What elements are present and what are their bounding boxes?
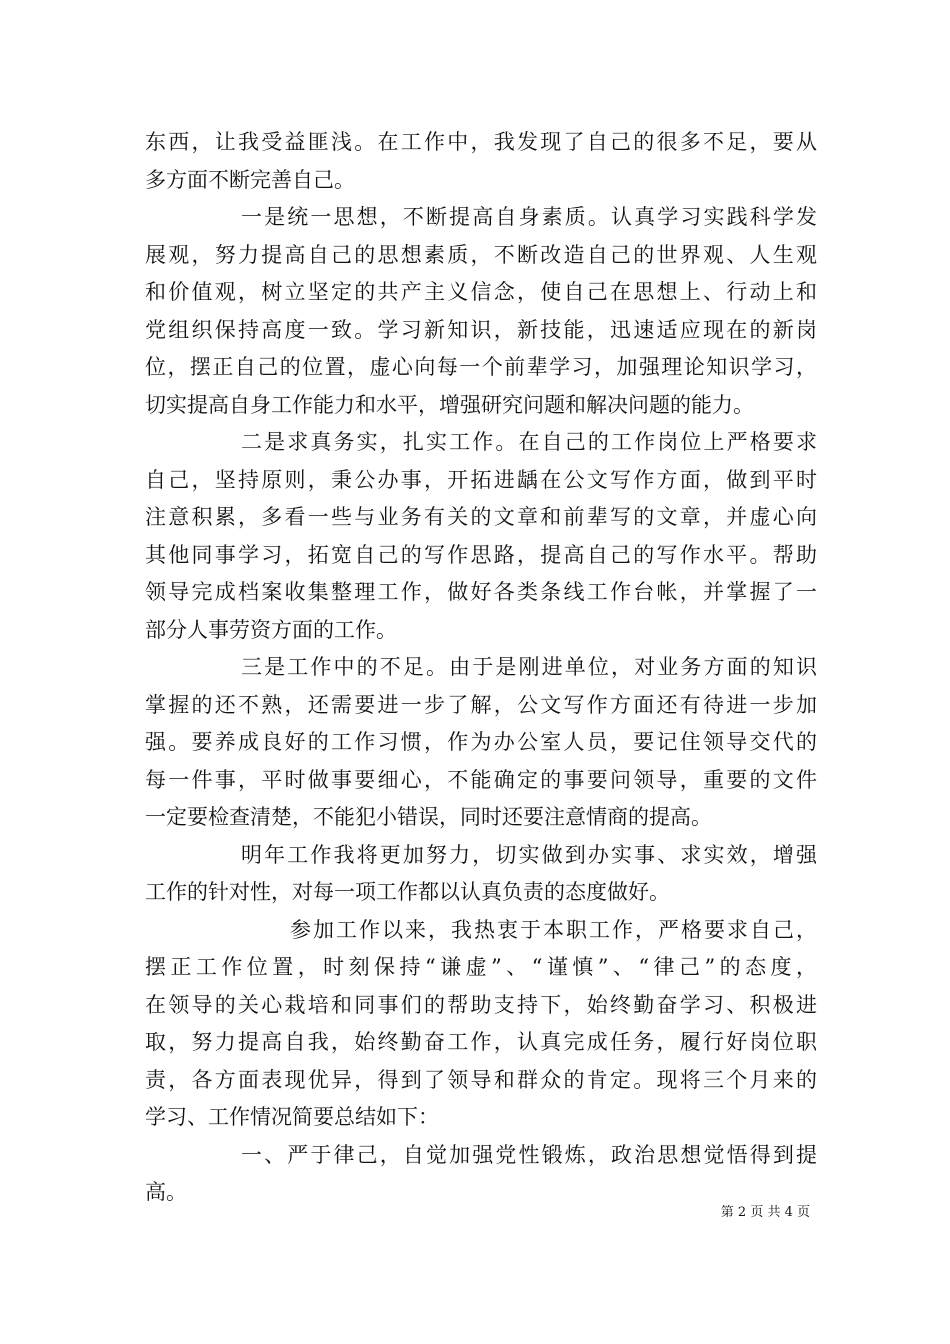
text-line: 展观，努力提高自己的思想素质，不断改造自己的世界观、人生观: [145, 242, 817, 267]
text-line: 位，摆正自己的位置，虚心向每一个前辈学习，加强理论知识学习，: [145, 355, 817, 379]
text-line: 在领导的关心栽培和同事们的帮助支持下，始终勤奋学习、积极进: [145, 992, 817, 1017]
text-line: 和价值观，树立坚定的共产主义信念，使自己在思想上、行动上和: [145, 280, 817, 304]
text-line: 领导完成档案收集整理工作，做好各类条线工作台帐，并掌握了一: [145, 580, 817, 604]
paragraph: [145, 1137, 817, 1212]
paragraph: [145, 649, 817, 837]
text-line: 注意积累，多看一些与业务有关的文章和前辈写的文章，并虚心向: [145, 505, 817, 529]
text-line: 一、严于律己，自觉加强党性锻炼，政治思想觉悟得到提: [241, 1142, 817, 1167]
text-line: 摆正工作位置，时刻保持“谦虚”、“谨慎”、“律己”的态度，: [145, 955, 817, 979]
text-line: 二是求真务实，扎实工作。在自己的工作岗位上严格要求: [241, 430, 817, 454]
text-line: 明年工作我将更加努力，切实做到办实事、求实效，增强: [241, 842, 817, 867]
text-line: 东西，让我受益匪浅。在工作中，我发现了自己的很多不足，要从: [145, 130, 817, 154]
text-line: 多方面不断完善自己。: [145, 167, 355, 192]
text-line: 学习、工作情况简要总结如下：: [145, 1105, 439, 1129]
page-number-footer: 第 2 页 共 4 页: [720, 1205, 810, 1220]
paragraph: [145, 837, 817, 912]
paragraph: [145, 124, 817, 199]
text-line: 责，各方面表现优异，得到了领导和群众的肯定。现将三个月来的: [145, 1067, 817, 1092]
text-line: 三是工作中的不足。由于是刚进单位，对业务方面的知识: [241, 655, 817, 679]
text-line: 自己，坚持原则，秉公办事，开拓进龋在公文写作方面，做到平时: [145, 467, 817, 492]
paragraph: [145, 912, 817, 1137]
text-line: 强。要养成良好的工作习惯，作为办公室人员，要记住领导交代的: [145, 730, 817, 754]
paragraph: [145, 199, 817, 424]
text-line: 一是统一思想，不断提高自身素质。认真学习实践科学发: [241, 205, 817, 229]
paragraph: [145, 424, 817, 649]
text-line: 每一件事，平时做事要细心，不能确定的事要问领导，重要的文件: [145, 767, 817, 792]
text-line: 党组织保持高度一致。学习新知识，新技能，迅速适应现在的新岗: [145, 317, 817, 342]
text-line: 部分人事劳资方面的工作。: [145, 617, 397, 642]
text-line: 掌握的还不熟，还需要进一步了解，公文写作方面还有待进一步加: [145, 692, 817, 717]
text-line: 高。: [145, 1180, 187, 1204]
document-body: [145, 124, 817, 1212]
text-line: 取，努力提高自我，始终勤奋工作，认真完成任务，履行好岗位职: [145, 1030, 817, 1054]
text-line: 切实提高自身工作能力和水平，增强研究问题和解决问题的能力。: [145, 392, 754, 417]
text-line: 参加工作以来，我热衷于本职工作，严格要求自己，: [290, 917, 817, 942]
text-line: 一定要检查清楚，不能犯小错误，同时还要注意情商的提高。: [145, 805, 712, 829]
text-line: 工作的针对性，对每一项工作都以认真负责的态度做好。: [145, 880, 670, 904]
text-line: 其他同事学习，拓宽自己的写作思路，提高自己的写作水平。帮助: [145, 542, 817, 567]
